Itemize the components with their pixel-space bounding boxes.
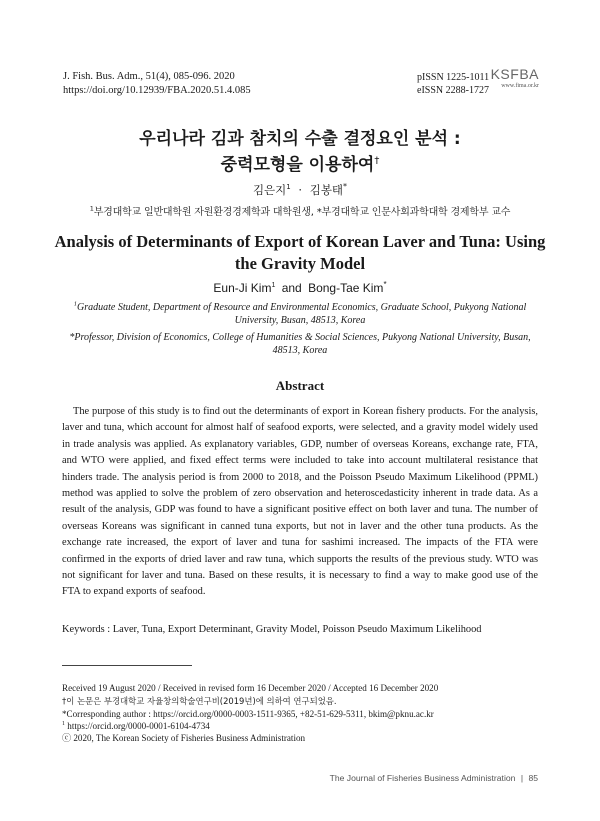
korean-title [0,126,600,178]
corresponding-author: *Corresponding author : https://orcid.org/0000-0003-1511-9365, +82-51-629-5311, bkim@pknu.ac.kr [62,709,434,719]
english-authors: Eun-Ji Kim$^1$ and Bong-Tae Kim* [213,280,387,295]
doi-link[interactable]: https://doi.org/10.12939/FBA.2020.51.4.085 [63,84,251,96]
funding-note: †이 논문은 부경대학교 자율창의학술연구비(2019년)에 의하여 연구되었음. [62,696,337,706]
author2-ko: 김봉태 [309,183,344,197]
korean-affiliation: $^1$부경대학교 일반대학원 자원환경경제학과 대학원생, *부경대학교 인문사회과학대학 경제학부 교수 [89,204,511,218]
society-logo [487,66,539,96]
affiliation-2: *Professor, Division of Economics, College of Humanities & Social Sciences, Pukyong National University, Busan, 48513, Korea [69,332,531,356]
keywords: Keywords : Laver, Tuna, Export Determinant, Gravity Model, Poisson Pseudo Maximum Likelihood [62,624,482,635]
issn-block [417,71,489,97]
journal-citation [63,70,251,97]
footnote-rule [62,665,192,666]
page-footer: The Journal of Fisheries Business Administration | 85 [329,773,538,783]
english-title-line2: the Gravity Model [234,254,366,273]
logo-url: www.fima.or.kr [501,83,539,89]
pissn: pISSN 1225-1011 [417,72,490,83]
received-dates: Received 19 August 2020 / Received in revised form 16 December 2020 / Accepted 16 December 2020 [62,683,439,693]
page-number: 85 [528,773,538,783]
eissn: eISSN 2288-1727 [417,85,489,96]
journal-line: J. Fish. Bus. Adm., 51(4), 085-096. 2020 [63,71,235,82]
copyright: ⓒ 2020, The Korean Society of Fisheries Business Administration [62,733,306,743]
english-title [0,231,600,275]
english-title-line1: Analysis of Determinants of Export of Korean Laver and Tuna: Using [54,232,546,251]
korean-title-line2: 중력모형을 이용하여† [220,155,380,175]
korean-title-line1: 우리나라 김과 참치의 수출 결정요인 분석 : [139,129,461,149]
author1-ko: 김은지 [252,183,287,197]
abstract-heading: Abstract [275,378,325,393]
author-separator: · [298,183,303,197]
logo-text: KSFBA [490,66,539,82]
affiliation-1: $^1$Graduate Student, Department of Resource and Environmental Economics, Graduate School, Pukyong National University, Busan, 48513, Korea [73,300,527,326]
funding-mark: † [374,155,380,167]
author1-en: Eun-Ji Kim [213,281,272,295]
author2-en: Bong-Tae Kim [308,281,384,295]
footer-journal: The Journal of Fisheries Business Administration [329,773,516,783]
abstract-body: The purpose of this study is to find out the determinants of export in Korean fishery products. For the analysis, laver and tuna, which account for almost half of seafood exports, were selected, and a gravity model widely used in trade analysis was applied. As explanatory variables, GDP, number of overseas Koreans, exchange rate, FTA, and WTO were applied, and fixed effect terms were included to take into account multilateral resistance that hinders trade. The analysis period is from 2000 to 2018, and the Poisson Pseudo Maximum Likelihood (PPML) method was applied to solve the problem of zero observation and heteroscedasticity inherent in trade data. As a result of the analysis, GDP was found to have a significant positive effect on both laver and tuna. The number of overseas Koreans was significant in canned tuna exports, but not in laver and the other tuna products. As the exchange rate increased, the export of laver and tuna for sashimi increased. The impacts of the FTA were confirmed in the exports of dried laver and raw tuna, which supports the results of the previous study. WTO was not significant for laver and tuna. Based on these results, it is necessary to find a way to make good use of the FTA to expand exports of seafood. [62,406,538,598]
korean-authors: 김은지$^1$ · 김봉태* [252,182,348,197]
orcid-first-author: $^1$ https://orcid.org/0000-0001-6104-4734 [62,720,210,731]
